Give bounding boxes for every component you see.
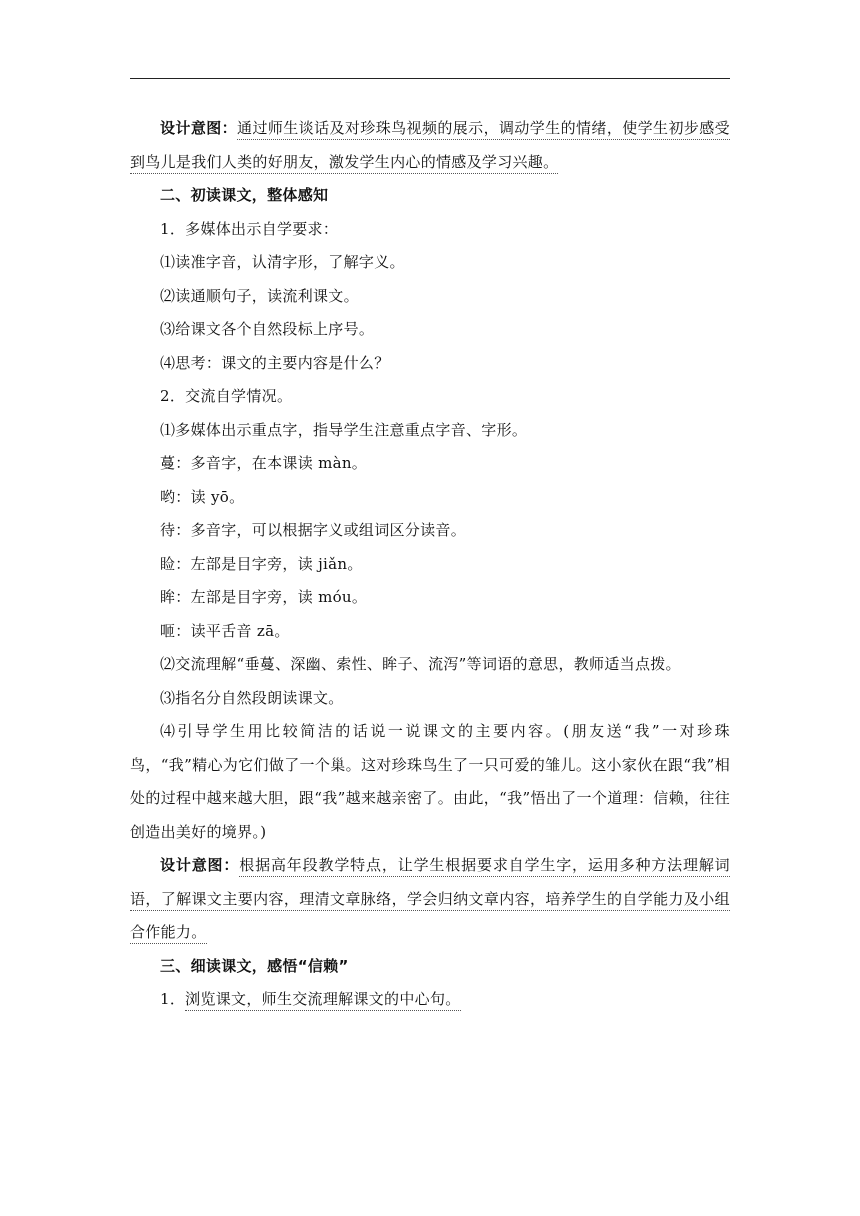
list-item: ⑵读通顺句子，读流利课文。 <box>160 286 359 305</box>
list-item: 2．交流自学情况。 <box>160 387 293 405</box>
list-item: ⑴多媒体出示重点字，指导学生注意重点字音、字形。 <box>160 420 528 439</box>
character-note: 哟：读 yō。 <box>160 487 245 506</box>
list-item: ⑷思考：课文的主要内容是什么？ <box>160 353 390 372</box>
character-note: 待：多音字，可以根据字义或组词区分读音。 <box>160 521 467 539</box>
design-intent-paragraph <box>130 849 730 950</box>
document-body <box>130 112 730 1017</box>
list-item-text: 浏览课文，师生交流理解课文的中心句。 <box>185 990 460 1011</box>
character-note: 睑：左部是目字旁，读 jiǎn。 <box>160 554 363 573</box>
list-item: ⑴读准字音，认清字形，了解字义。 <box>160 253 405 271</box>
section-heading: 三、细读课文，感悟“信赖” <box>160 956 349 975</box>
character-note: 蔓：多音字，在本课读 màn。 <box>160 454 368 472</box>
design-intent-text: 根据高年段教学特点，让学生根据要求自学生字，运用多种方法理解词语，了解课文主要内容，理清文章脉络，学会归纳文章内容，培养学生的自学能力及小组合作能力。 <box>130 856 730 944</box>
list-item: ⑶指名分自然段朗读课文。 <box>160 688 344 707</box>
list-item: ⑵交流理解“垂蔓、深幽、索性、眸子、流泻”等词语的意思，教师适当点拨。 <box>160 655 681 673</box>
list-item-number: 1． <box>160 990 186 1008</box>
design-intent-text: 通过师生谈话及对珍珠鸟视频的展示，调动学生的情绪，使学生初步感受到鸟儿是我们人类的好朋友，激发学生内心的情感及学习兴趣。 <box>130 119 730 174</box>
list-item <box>130 983 730 1017</box>
section-heading: 二、初读课文，整体感知 <box>160 186 329 204</box>
list-item: ⑶给课文各个自然段标上序号。 <box>160 320 375 338</box>
list-item: ⑷引导学生用比较简洁的话说一说课文的主要内容。(朋友送“我”一对珍珠鸟，“我”精心为它们做了一个巢。这对珍珠鸟生了一只可爱的雏儿。这小家伙在跟“我”相处的过程中越来越大胆，跟“我”越来越亲密了。由此，“我”悟出了一个道理：信赖，往往创造出美好的境界。) <box>130 722 730 841</box>
design-intent-paragraph <box>130 112 730 179</box>
header-rule <box>130 78 730 79</box>
design-intent-label: 设计意图： <box>160 856 240 874</box>
design-intent-label: 设计意图： <box>160 119 238 137</box>
list-item: 1．多媒体出示自学要求： <box>160 219 339 238</box>
character-note: 咂：读平舌音 zā。 <box>160 621 290 640</box>
character-note: 眸：左部是目字旁，读 móu。 <box>160 588 368 606</box>
